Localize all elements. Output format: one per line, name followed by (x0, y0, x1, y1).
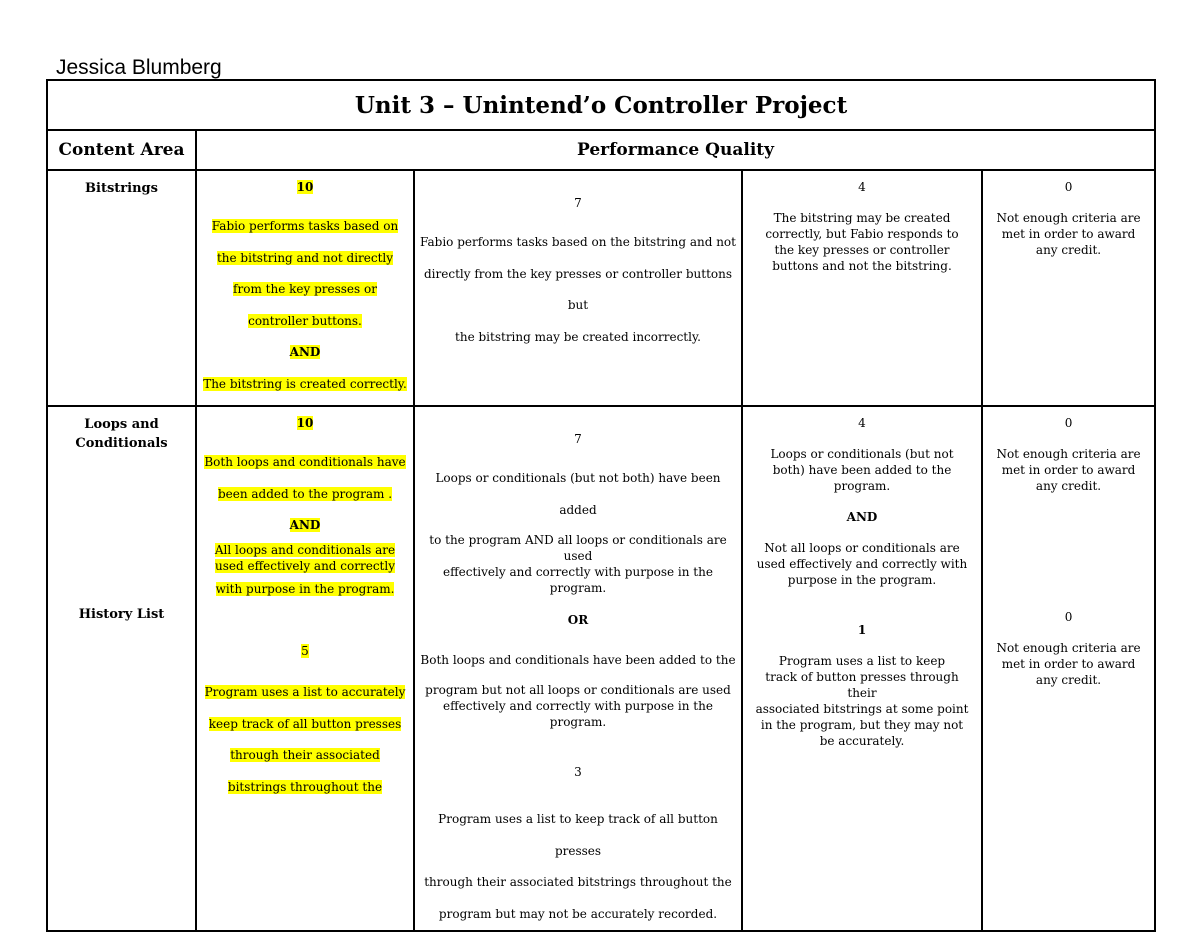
rubric-title: Unit 3 – Unintend’o Controller Project (47, 80, 1155, 130)
criteria-line: Loops or conditionals (but not (770, 447, 954, 461)
criteria-line: the bitstring may be created incorrectly. (455, 329, 701, 344)
criteria-line: The bitstring is created correctly. (203, 376, 407, 391)
table-row-bitstrings (47, 170, 1155, 406)
criteria-line: used effectively and correctly (215, 558, 395, 573)
criteria-line: Not enough criteria are (996, 641, 1141, 655)
score-4-cell (742, 170, 982, 406)
criteria-line: All loops and conditionals are (214, 542, 396, 557)
area-loops: Loops and (84, 417, 159, 432)
criteria-line: track of button presses through (765, 670, 959, 684)
criteria-line: The bitstring may be created (773, 211, 951, 225)
criteria-line: through their associated (230, 748, 380, 762)
criteria-line: their (847, 686, 877, 700)
score-10: 10 (296, 180, 314, 194)
score-7-cell (414, 406, 742, 931)
score-0-cell (982, 170, 1155, 406)
criteria-line: Both loops and conditionals have been added to the (420, 653, 736, 667)
area-bitstrings: Bitstrings (85, 181, 158, 196)
or-connector: OR (567, 613, 589, 627)
criteria-line: any credit. (1035, 673, 1102, 687)
criteria-line: purpose in the program. (787, 573, 937, 587)
criteria-line: any credit. (1035, 243, 1102, 257)
criteria-line: Program uses a list to keep (778, 654, 946, 668)
content-area-cell (47, 406, 196, 931)
header-performance-quality: Performance Quality (196, 130, 1155, 170)
criteria-line: been added to the program . (217, 486, 393, 501)
criteria-line: the bitstring and not directly (216, 250, 394, 265)
and-connector: AND (846, 510, 878, 524)
content-area-cell (47, 170, 196, 406)
criteria-line: met in order to award (1001, 463, 1136, 477)
score-10: 10 (296, 416, 314, 430)
score-3: 3 (574, 765, 582, 779)
score-10-cell (196, 170, 414, 406)
score-4: 4 (858, 180, 866, 194)
criteria-line: met in order to award (1001, 227, 1136, 241)
criteria-line: the key presses or controller (774, 243, 950, 257)
criteria-line: program but not all loops or conditionals are used (425, 683, 731, 697)
criteria-line: Not enough criteria are (996, 211, 1141, 225)
criteria-line: Fabio performs tasks based on (211, 219, 399, 233)
and-connector: AND (289, 518, 321, 532)
score-7-cell (414, 170, 742, 406)
criteria-line: associated bitstrings at some point (755, 702, 969, 716)
score-4-cell (742, 406, 982, 931)
criteria-line: Not enough criteria are (996, 447, 1141, 461)
score-0: 0 (1064, 416, 1073, 430)
criteria-line: from the key presses or (233, 282, 377, 296)
criteria-line: any credit. (1035, 479, 1102, 493)
criteria-line: met in order to award (1001, 657, 1136, 671)
criteria-line: effectively and correctly with purpose in the program. (443, 565, 713, 595)
score-1: 1 (857, 623, 867, 637)
area-history-list: History List (78, 607, 165, 622)
criteria-line: both) have been added to the (772, 463, 952, 477)
score-5: 5 (301, 644, 309, 658)
criteria-line: Program uses a list to accurately (204, 685, 406, 699)
header-content-area: Content Area (47, 130, 196, 170)
criteria-line: program. (833, 479, 891, 493)
score-0: 0 (1064, 180, 1073, 194)
criteria-line: through their associated bitstrings throughout the (424, 875, 732, 889)
criteria-line: used effectively and correctly with (756, 557, 968, 571)
criteria-line: directly from the key presses or controller buttons but (424, 266, 732, 312)
and-connector: AND (289, 345, 321, 359)
criteria-line: correctly, but Fabio responds to (765, 227, 959, 241)
criteria-line: be accurately. (819, 734, 905, 748)
score-0: 0 (1064, 610, 1073, 624)
criteria-line: Not all loops or conditionals are (764, 541, 960, 555)
author-name: Jessica Blumberg (56, 56, 222, 79)
score-10-cell (196, 406, 414, 931)
criteria-line: in the program, but they may not (760, 718, 964, 732)
criteria-line: effectively and correctly with purpose in the program. (443, 699, 713, 729)
criteria-line: Program uses a list to keep track of all button presses (438, 812, 718, 858)
criteria-line: to the program AND all loops or conditionals are used (429, 533, 727, 563)
score-0-cell (982, 406, 1155, 931)
table-row-loops-history (47, 406, 1155, 931)
criteria-line: Both loops and conditionals have (204, 455, 406, 469)
criteria-line: controller buttons. (248, 313, 362, 328)
area-conditionals: Conditionals (75, 436, 168, 451)
criteria-line: keep track of all button presses (208, 716, 402, 731)
criteria-line: Fabio performs tasks based on the bitstring and not (420, 235, 736, 249)
score-7: 7 (574, 432, 582, 446)
rubric-table (46, 79, 1156, 932)
criteria-line: buttons and not the bitstring. (772, 259, 952, 273)
score-4: 4 (858, 416, 866, 430)
criteria-line: with purpose in the program. (215, 581, 395, 596)
score-7: 7 (574, 196, 582, 210)
criteria-line: bitstrings throughout the (227, 779, 383, 794)
criteria-line: Loops or conditionals (but not both) have been added (435, 471, 721, 517)
criteria-line: program but may not be accurately recorded. (438, 906, 718, 921)
